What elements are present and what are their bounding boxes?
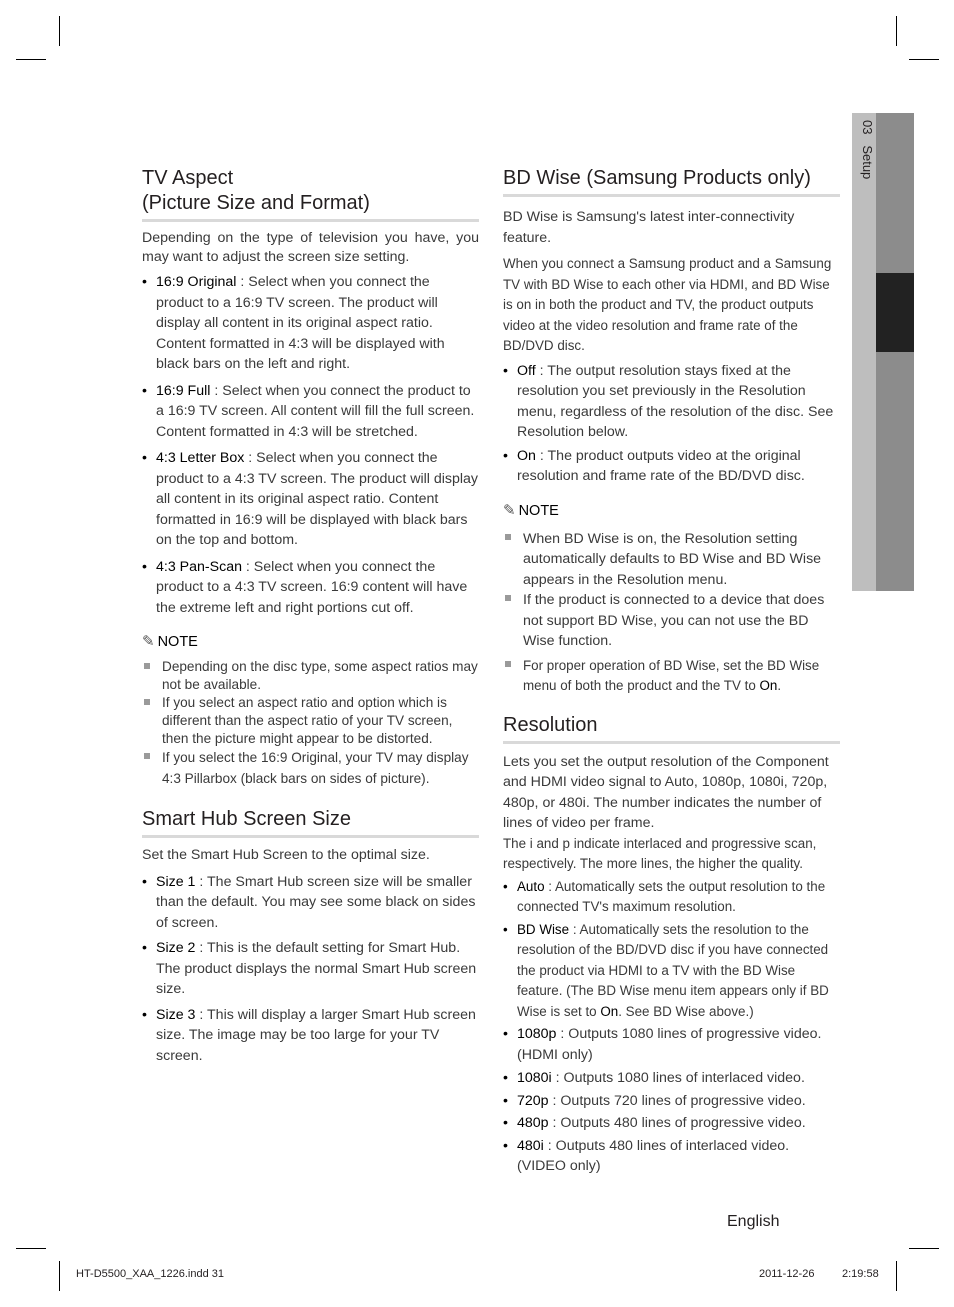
option-term: On (517, 447, 536, 464)
option-term: Off (517, 362, 536, 379)
note-end: . (777, 678, 782, 693)
note-label: NOTE (157, 634, 198, 650)
note-heading (503, 501, 840, 521)
list-item (142, 938, 479, 1000)
pencil-icon: ✎ (142, 633, 155, 650)
option-term: Auto (517, 878, 545, 894)
page-language: English (727, 1213, 780, 1230)
option-text: : Outputs 480 lines of interlaced video. (VIDEO only) (517, 1137, 790, 1174)
bd-wise-description: When you connect a Samsung product and a Samsung TV with BD Wise to each other via HDMI, and BD Wise is on in both the product and TV, the product outputs video at the video resolution and frame rate of the BD/DVD disc. (503, 256, 832, 353)
list-item (503, 920, 840, 1023)
crop-mark (909, 59, 939, 60)
resolution-heading: Resolution (503, 713, 840, 744)
option-text: : Outputs 720 lines of progressive video. (548, 1092, 806, 1109)
tv-aspect-notes (142, 658, 479, 789)
option-term: Size 3 (156, 1006, 196, 1023)
list-item (503, 1113, 840, 1134)
resolution-intro: Lets you set the output resolution of the Component and HDMI video signal to Auto, 1080p, 1080i, 720p, 480p, or 480i. The number indicates the number of lines of video per frame. (503, 753, 829, 831)
crop-mark (59, 16, 60, 46)
smart-hub-list (142, 872, 479, 1067)
tv-aspect-title-line1: TV Aspect (142, 167, 234, 189)
list-item (503, 1024, 840, 1065)
option-text: : Select when you connect the product to a 4:3 TV screen. The product will display all content in its original aspect ratio. Content formatted in 16:9 will be displayed with black bars on the top and bottom. (156, 450, 479, 548)
option-text: : The Smart Hub screen size will be smaller than the default. You may see some black on sides of screen. (156, 873, 476, 931)
option-text: : Outputs 480 lines of progressive video. (548, 1115, 806, 1131)
option-term: BD Wise (517, 921, 570, 937)
list-item (503, 446, 840, 487)
note-heading (142, 632, 479, 652)
option-text: : Select when you connect the product to a 16:9 TV screen. All content will fill the full screen. Content formatted in 4:3 will be stretched. (156, 382, 475, 440)
crop-mark (59, 1261, 60, 1291)
note-label: NOTE (518, 502, 559, 519)
option-term: 4:3 Letter Box (156, 450, 245, 466)
option-term: Size 2 (156, 940, 196, 956)
list-item (503, 1136, 840, 1177)
note-item (503, 656, 840, 697)
list-item (503, 877, 840, 918)
list-item (503, 1068, 840, 1089)
note-term: On (759, 678, 778, 693)
option-text: . See BD Wise above.) (618, 1003, 754, 1019)
crop-mark (909, 1248, 939, 1249)
tv-aspect-heading (142, 166, 479, 222)
bd-wise-list (503, 361, 840, 487)
option-term: 720p (517, 1092, 549, 1109)
note-item: If you select an aspect ratio and option which is different than the aspect ratio of your TV screen, then the picture might appear to be distorted. (142, 694, 479, 748)
note-item: If the product is connected to a device that does not support BD Wise, you can not use the BD Wise function. (503, 590, 840, 652)
option-text: : Select when you connect the product to a 4:3 TV screen. 16:9 content will have the extreme left and right portions cut off. (156, 558, 468, 616)
slug-time: 2:19:58 (842, 1268, 879, 1280)
tab-marker (876, 273, 914, 352)
pencil-icon: ✎ (503, 501, 516, 519)
list-item (142, 381, 479, 443)
bd-wise-intro: BD Wise is Samsung's latest inter-connectivity feature. (503, 209, 795, 246)
bd-wise-notes (503, 529, 840, 697)
option-text: : Select when you connect the product to a 16:9 TV screen. The product will display all content in its original aspect ratio. Content formatted in 4:3 will be displayed with black bars on the left and right. (156, 274, 445, 372)
file-slug: HT-D5500_XAA_1226.indd 31 (76, 1268, 224, 1280)
right-column (503, 166, 840, 1177)
option-text: : Automatically sets the output resolution to the connected TV's maximum resolution. (517, 878, 826, 914)
list-item (142, 557, 479, 619)
option-term: 480i (517, 1137, 544, 1154)
option-term: 1080i (517, 1070, 552, 1086)
bd-wise-heading: BD Wise (Samsung Products only) (503, 166, 840, 197)
note-item: When BD Wise is on, the Resolution setting automatically defaults to BD Wise and BD Wise appears in the Resolution menu. (503, 529, 840, 591)
crop-mark (16, 1248, 46, 1249)
slug-date: 2011-12-26 (759, 1268, 815, 1280)
left-column (142, 166, 479, 1066)
option-term: On (600, 1003, 619, 1019)
option-term: 1080p (517, 1026, 557, 1042)
option-text: : Outputs 1080 lines of progressive video. (HDMI only) (517, 1026, 822, 1063)
option-term: Size 1 (156, 873, 196, 890)
option-text: : The output resolution stays fixed at the resolution you set previously in the Resolution menu, regardless of the resolution of the disc. See Resolution below. (517, 362, 834, 440)
note-item: Depending on the disc type, some aspect ratios may not be available. (142, 658, 479, 694)
resolution-list (503, 877, 840, 1177)
option-text: : This is the default setting for Smart Hub. The product displays the normal Smart Hub screen size. (156, 940, 477, 997)
chapter-number: 03 (860, 120, 875, 135)
resolution-note: The i and p indicate interlaced and progressive scan, respectively. The more lines, the higher the quality. (503, 835, 817, 871)
smart-hub-heading: Smart Hub Screen Size (142, 807, 479, 838)
option-term: 4:3 Pan-Scan (156, 558, 242, 575)
tv-aspect-intro: Depending on the type of television you have, you may want to adjust the screen size setting. (142, 230, 479, 265)
crop-mark (16, 59, 46, 60)
option-term: 16:9 Full (156, 382, 211, 399)
list-item (142, 272, 479, 375)
crop-mark (896, 16, 897, 46)
tv-aspect-list (142, 272, 479, 618)
smart-hub-intro: Set the Smart Hub Screen to the optimal size. (142, 847, 430, 863)
option-text: : The product outputs video at the original resolution and frame rate of the BD/DVD disc. (517, 447, 805, 484)
option-text: : This will display a larger Smart Hub screen size. The image may be too large for your TV screen. (156, 1006, 476, 1064)
chapter-label (849, 120, 875, 210)
option-term: 16:9 Original (156, 274, 237, 290)
list-item (503, 1091, 840, 1112)
list-item (142, 1005, 479, 1067)
option-term: 480p (517, 1115, 549, 1131)
list-item (503, 361, 840, 443)
list-item (142, 872, 479, 934)
note-item: If you select the 16:9 Original, your TV may display 4:3 Pillarbox (black bars on sides of picture). (142, 748, 479, 789)
option-text: : Automatically sets the resolution to the resolution of the BD/DVD disc if you have connected the product via HDMI to a TV with the BD Wise feature. (The BD Wise menu item appears only if BD Wise is set to (517, 921, 829, 1019)
option-text: : Outputs 1080 lines of interlaced video. (551, 1070, 805, 1086)
tab-strip (876, 113, 914, 591)
crop-mark (896, 1261, 897, 1291)
chapter-section: Setup (860, 145, 875, 180)
tv-aspect-title-line2: (Picture Size and Format) (142, 192, 370, 214)
list-item (142, 448, 479, 551)
note-text: For proper operation of BD Wise, set the BD Wise menu of both the product and the TV to (523, 657, 820, 693)
